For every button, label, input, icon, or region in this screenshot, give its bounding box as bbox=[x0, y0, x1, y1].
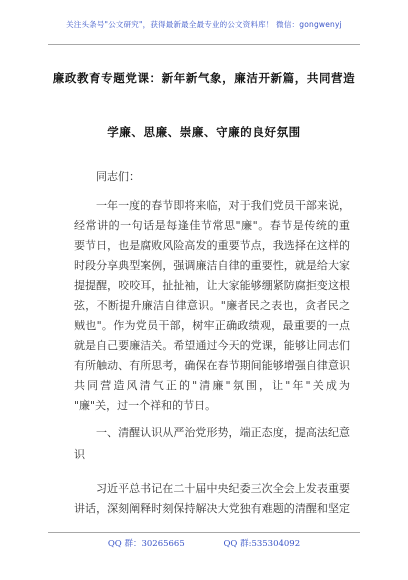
document-title-line-2: 学廉、思廉、崇廉、守廉的良好氛围 bbox=[107, 125, 301, 139]
body-line: 就是自己要廉洁关。希望通过今天的党课，能够让同志们 bbox=[74, 339, 350, 352]
body-line: 有所触动、有所思考，确保在春节期间能够增强自律意识 bbox=[74, 359, 350, 372]
salutation: 同志们： bbox=[96, 170, 140, 183]
body-line: 弦，不断提升廉洁自律意识。"廉者民之表也，贪者民之 bbox=[74, 299, 350, 312]
footer-qq-group-1: QQ 群：30265665 bbox=[107, 539, 185, 549]
footer-divider bbox=[48, 532, 360, 533]
document-title-line-1: 廉政教育专题党课：新年新气象，廉洁开新篇，共同营造 bbox=[52, 71, 356, 85]
footer bbox=[0, 537, 408, 549]
body-line: 贼也"。作为党员干部，树牢正确政绩观，最重要的一点 bbox=[74, 319, 350, 332]
body-line: 时段分享典型案例，强调廉洁自律的重要性，就是给大家 bbox=[74, 259, 350, 272]
section-heading-line: 识 bbox=[74, 448, 85, 461]
header-divider bbox=[48, 44, 360, 45]
body-line: 习近平总书记在二十届中央纪委三次全会上发表重要 bbox=[96, 482, 350, 495]
body-line: 经常讲的一句话是每逢佳节常思"廉"。春节是传统的重 bbox=[74, 219, 350, 232]
body-line: 讲话，深刻阐释时刻保持解决大党独有难题的清醒和坚定 bbox=[74, 502, 350, 515]
body-line: 共同营造风清气正的"清廉"氛围，让"年"关成为 bbox=[74, 379, 350, 392]
body-line: 要节日，也是腐败风险高发的重要节点，我选择在这样的 bbox=[74, 239, 350, 252]
footer-qq-group-2: QQ 群:535304092 bbox=[223, 539, 301, 549]
section-heading-line: 一、清醒认识从严治党形势，端正态度，提高法纪意 bbox=[96, 426, 350, 439]
header-note: 关注头条号"公文研究"，获得最新最全最专业的公文资料库！ 微信：gongwenyj bbox=[66, 20, 342, 29]
body-line: 提提醒，咬咬耳，扯扯袖，让大家能够绷紧防腐拒变这根 bbox=[74, 279, 350, 292]
body-line: "廉"关，过一个祥和的节日。 bbox=[74, 399, 217, 412]
body-line: 一年一度的春节即将来临，对于我们党员干部来说， bbox=[96, 199, 350, 212]
